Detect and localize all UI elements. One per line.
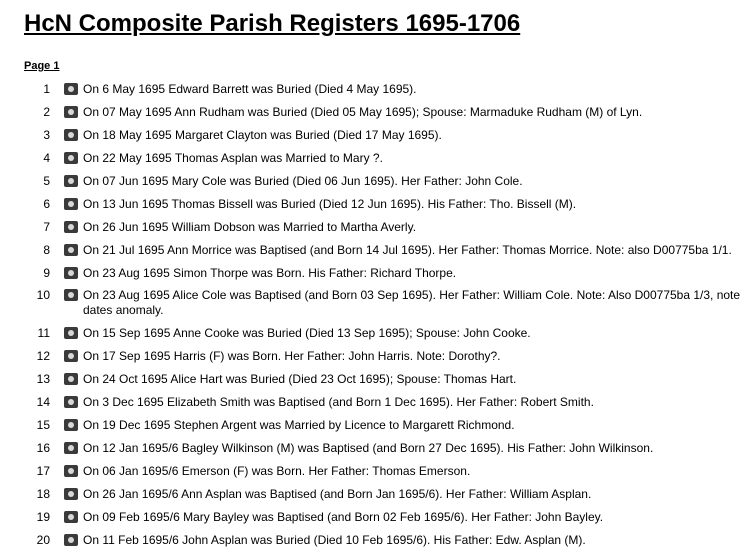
camera-icon[interactable] <box>64 373 78 385</box>
camera-icon[interactable] <box>64 129 78 141</box>
entry-text: On 06 Jan 1695/6 Emerson (F) was Born. Her Father: Thomas Emerson. <box>83 464 471 478</box>
list-item <box>0 529 756 552</box>
camera-icon[interactable] <box>64 106 78 118</box>
entry-number: 11 <box>37 326 50 340</box>
list-item <box>0 147 756 170</box>
list-item <box>0 101 756 124</box>
list-item <box>0 124 756 147</box>
camera-icon[interactable] <box>64 244 78 256</box>
list-item <box>0 368 756 391</box>
camera-icon[interactable] <box>64 419 78 431</box>
entry-number: 19 <box>36 510 50 524</box>
camera-icon[interactable] <box>64 289 78 301</box>
camera-icon[interactable] <box>64 396 78 408</box>
list-item <box>0 345 756 368</box>
entry-number: 20 <box>36 533 50 547</box>
entry-text: On 15 Sep 1695 Anne Cooke was Buried (Died 13 Sep 1695); Spouse: John Cooke. <box>83 326 531 340</box>
entry-text: On 07 May 1695 Ann Rudham was Buried (Died 05 May 1695); Spouse: Marmaduke Rudham (M) of Lyn. <box>83 105 643 119</box>
list-item <box>0 391 756 414</box>
camera-icon[interactable] <box>64 511 78 523</box>
entry-number: 8 <box>43 243 50 257</box>
camera-icon[interactable] <box>64 175 78 187</box>
camera-icon[interactable] <box>64 83 78 95</box>
camera-icon[interactable] <box>64 534 78 546</box>
entry-text: On 17 Sep 1695 Harris (F) was Born. Her Father: John Harris. Note: Dorothy?. <box>83 349 501 363</box>
entry-number: 14 <box>36 395 50 409</box>
list-item <box>0 460 756 483</box>
entry-text: On 21 Jul 1695 Ann Morrice was Baptised (and Born 14 Jul 1695). Her Father: Thomas Morrice. Note: also D00775ba 1/1. <box>83 243 732 257</box>
register-list <box>0 78 756 552</box>
entry-text: On 23 Aug 1695 Alice Cole was Baptised (and Born 03 Sep 1695). Her Father: William Cole. Note: Also D00775ba 1/3, note dates anomaly. <box>83 288 741 317</box>
camera-icon[interactable] <box>64 327 78 339</box>
entry-text: On 12 Jan 1695/6 Bagley Wilkinson (M) was Baptised (and Born 27 Dec 1695). His Father: John Wilkinson. <box>83 441 654 455</box>
camera-icon[interactable] <box>64 221 78 233</box>
list-item <box>0 483 756 506</box>
entry-text: On 26 Jun 1695 William Dobson was Married to Martha Averly. <box>83 220 417 234</box>
list-item <box>0 239 756 262</box>
entry-number: 13 <box>36 372 50 386</box>
camera-icon[interactable] <box>64 442 78 454</box>
list-item <box>0 506 756 529</box>
camera-icon[interactable] <box>64 198 78 210</box>
entry-number: 5 <box>43 174 50 188</box>
entry-text: On 19 Dec 1695 Stephen Argent was Married by Licence to Margarett Richmond. <box>83 418 515 432</box>
entry-number: 2 <box>43 105 50 119</box>
entry-number: 17 <box>36 464 50 478</box>
entry-number: 16 <box>36 441 50 455</box>
camera-icon[interactable] <box>64 350 78 362</box>
list-item <box>0 78 756 101</box>
entry-text: On 26 Jan 1695/6 Ann Asplan was Baptised (and Born Jan 1695/6). Her Father: William Asplan. <box>83 487 592 501</box>
page-title: HcN Composite Parish Registers 1695-1706 <box>24 10 521 37</box>
entry-text: On 09 Feb 1695/6 Mary Bayley was Baptised (and Born 02 Feb 1695/6). Her Father: John Bayley. <box>83 510 604 524</box>
entry-number: 10 <box>36 288 50 302</box>
entry-text: On 23 Aug 1695 Simon Thorpe was Born. His Father: Richard Thorpe. <box>83 266 457 280</box>
entry-text: On 22 May 1695 Thomas Asplan was Married to Mary ?. <box>83 151 383 165</box>
list-item <box>0 216 756 239</box>
entry-number: 15 <box>36 418 50 432</box>
entry-number: 7 <box>43 220 50 234</box>
entry-text: On 11 Feb 1695/6 John Asplan was Buried (Died 10 Feb 1695/6). His Father: Edw. Asplan (M). <box>83 533 586 547</box>
entry-number: 3 <box>43 128 50 142</box>
entry-number: 9 <box>43 266 50 280</box>
list-item <box>0 170 756 193</box>
list-item <box>0 193 756 216</box>
camera-icon[interactable] <box>64 267 78 279</box>
list-item <box>0 414 756 437</box>
page-label: Page 1 <box>24 60 60 72</box>
entry-number: 6 <box>43 197 50 211</box>
entry-text: On 6 May 1695 Edward Barrett was Buried (Died 4 May 1695). <box>83 82 417 96</box>
camera-icon[interactable] <box>64 152 78 164</box>
list-item <box>0 322 756 345</box>
entry-text: On 18 May 1695 Margaret Clayton was Buried (Died 17 May 1695). <box>83 128 442 142</box>
entry-text: On 13 Jun 1695 Thomas Bissell was Buried (Died 12 Jun 1695). His Father: Tho. Bissell (M). <box>83 197 577 211</box>
entry-number: 4 <box>43 151 50 165</box>
list-item <box>0 437 756 460</box>
entry-number: 18 <box>36 487 50 501</box>
list-item <box>0 262 756 285</box>
entry-number: 1 <box>43 82 50 96</box>
entry-text: On 24 Oct 1695 Alice Hart was Buried (Died 23 Oct 1695); Spouse: Thomas Hart. <box>83 372 517 386</box>
entry-text: On 3 Dec 1695 Elizabeth Smith was Baptised (and Born 1 Dec 1695). Her Father: Robert Smith. <box>83 395 594 409</box>
camera-icon[interactable] <box>64 465 78 477</box>
list-item <box>0 285 756 322</box>
entry-text: On 07 Jun 1695 Mary Cole was Buried (Died 06 Jun 1695). Her Father: John Cole. <box>83 174 523 188</box>
entry-number: 12 <box>36 349 50 363</box>
camera-icon[interactable] <box>64 488 78 500</box>
